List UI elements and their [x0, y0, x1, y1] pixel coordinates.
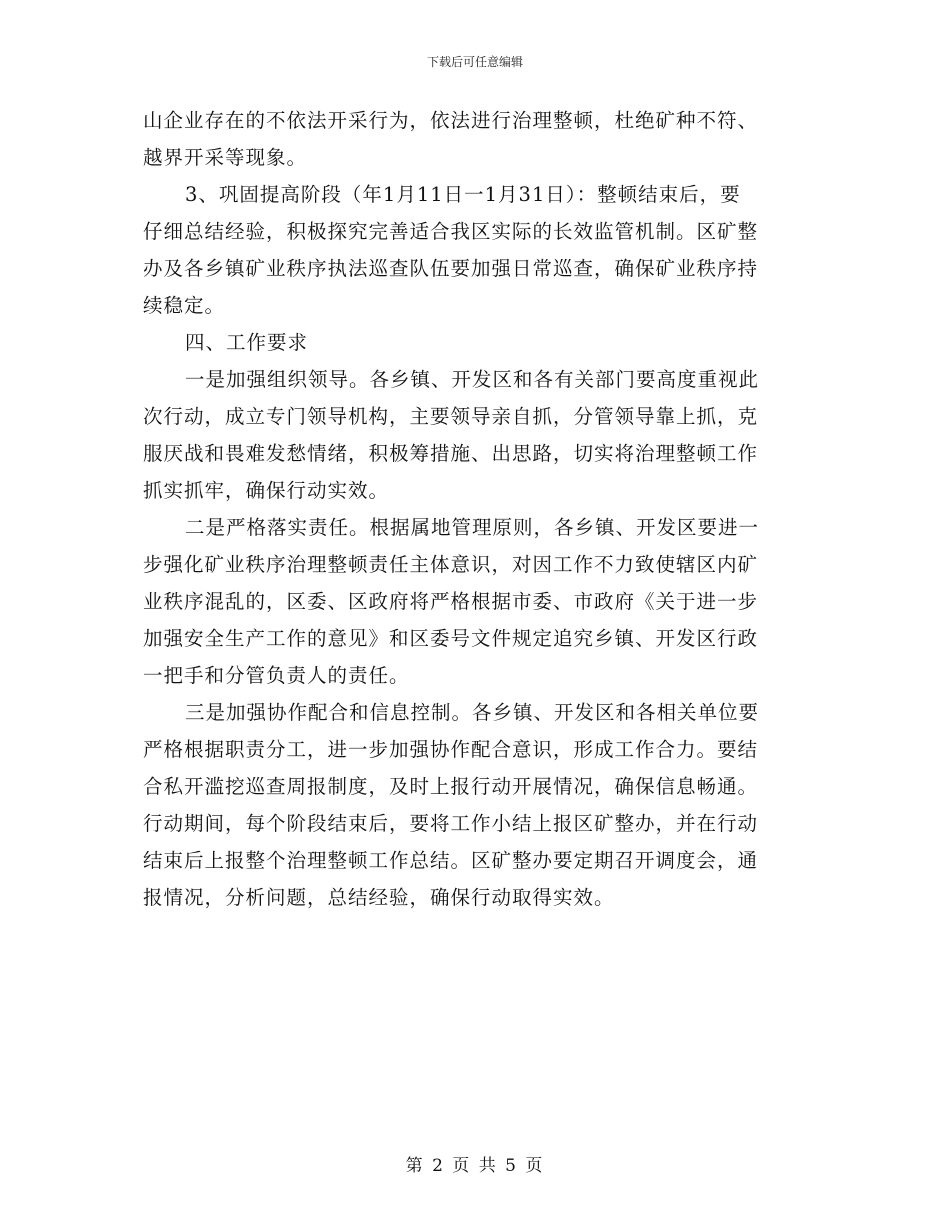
- paragraph-line: 合私开滥挖巡查周报制度，及时上报行动开展情况，确保信息畅通。: [143, 775, 759, 798]
- paragraph-first-line: 一是加强组织领导。各乡镇、开发区和各有关部门要高度重视此: [185, 368, 760, 391]
- paragraph-line: 山企业存在的不依法开采行为，依法进行治理整顿，杜绝矿种不符、: [143, 109, 759, 132]
- document-body: [143, 102, 803, 916]
- paragraph-line: 越界开采等现象。: [143, 146, 308, 169]
- paragraph-first-line: 二是严格落实责任。根据属地管理原则，各乡镇、开发区要进一: [185, 516, 760, 539]
- paragraph-line: 步强化矿业秩序治理整顿责任主体意识，对因工作不力致使辖区内矿: [143, 553, 759, 576]
- paragraph-line: 次行动，成立专门领导机构，主要领导亲自抓，分管领导靠上抓，克: [143, 405, 759, 428]
- paragraph-line: 抓实抓牢，确保行动实效。: [143, 479, 390, 502]
- page-number-footer: 第 2 页 共 5 页: [405, 1156, 545, 1176]
- page-header: 下载后可任意编辑: [426, 55, 523, 69]
- paragraph-line: 一把手和分管负责人的责任。: [143, 664, 410, 687]
- paragraph-line: 续稳定。: [143, 294, 226, 317]
- paragraph-line: 加强安全生产工作的意见》和区委号文件规定追究乡镇、开发区行政: [143, 627, 759, 650]
- paragraph-first-line: 3、巩固提高阶段（年1月11日一1月31日）：整顿结束后，要: [185, 183, 741, 206]
- paragraph-line: 严格根据职责分工，进一步加强协作配合意识，形成工作合力。要结: [143, 738, 759, 761]
- paragraph-line: 结束后上报整个治理整顿工作总结。区矿整办要定期召开调度会，通: [143, 849, 759, 872]
- paragraph-line: 服厌战和畏难发愁情绪，积极筹措施、出思路，切实将治理整顿工作: [143, 442, 759, 465]
- paragraph-line: 业秩序混乱的，区委、区政府将严格根据市委、市政府《关于进一步: [143, 590, 759, 613]
- paragraph-line: 报情况，分析问题，总结经验，确保行动取得实效。: [143, 886, 615, 909]
- paragraph-line: 行动期间，每个阶段结束后，要将工作小结上报区矿整办，并在行动: [143, 812, 759, 835]
- paragraph-line: 仔细总结经验，积极探究完善适合我区实际的长效监管机制。区矿整: [143, 220, 759, 243]
- paragraph-first-line: 三是加强协作配合和信息控制。各乡镇、开发区和各相关单位要: [185, 701, 760, 724]
- paragraph-first-line: 四、工作要求: [185, 331, 309, 354]
- paragraph-line: 办及各乡镇矿业秩序执法巡查队伍要加强日常巡查，确保矿业秩序持: [143, 257, 759, 280]
